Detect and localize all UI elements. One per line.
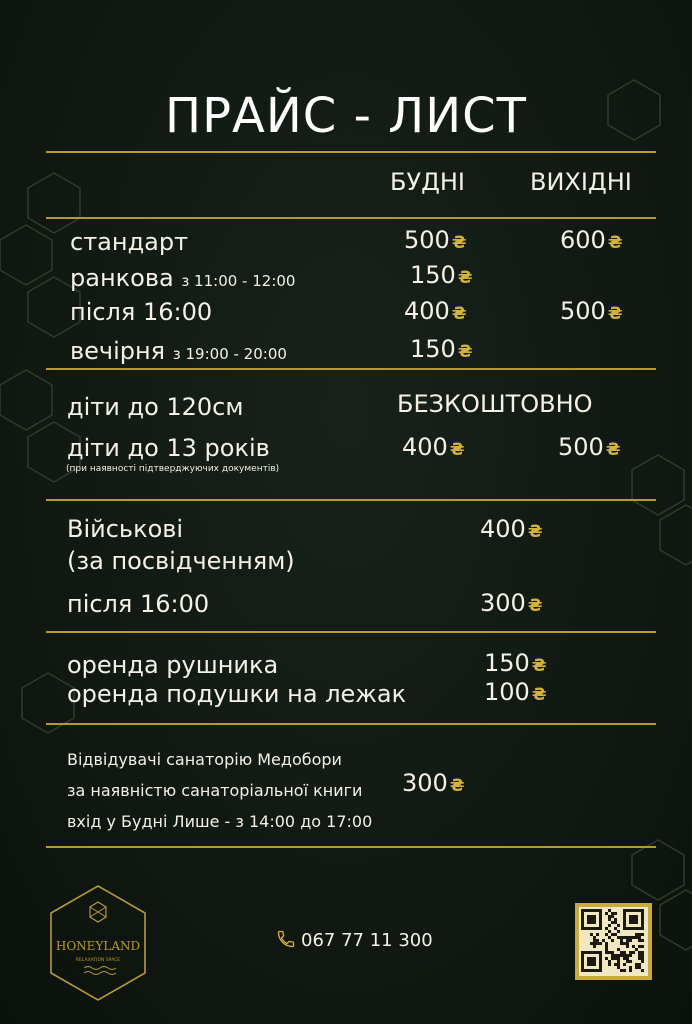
sanatorium-line2: за наявністю санаторіальної книги — [67, 781, 363, 800]
after16-label: після 16:00 — [70, 298, 213, 326]
military-label: Військові — [67, 515, 184, 543]
divider — [46, 723, 656, 725]
evening-time: з 19:00 - 20:00 — [172, 345, 287, 363]
military-note: (за посвідченням) — [67, 547, 295, 575]
qr-code-icon — [575, 903, 652, 980]
page-title: ПРАЙС - ЛИСТ — [165, 88, 527, 144]
standard-label: стандарт — [70, 228, 189, 256]
evening-weekday-price: 150 ₴ — [410, 335, 473, 363]
sanatorium-line1: Відвідувачі санаторію Медобори — [67, 750, 342, 769]
standard-weekend-price: 600 ₴ — [560, 226, 623, 254]
towel-price: 150 ₴ — [484, 649, 547, 677]
evening-row — [70, 337, 287, 365]
standard-weekday-price: 500 ₴ — [404, 226, 467, 254]
morning-row — [70, 264, 295, 292]
header-weekdays: БУДНІ — [390, 168, 465, 196]
kids13-weekend-price: 500 ₴ — [558, 433, 621, 461]
military-after16-label: після 16:00 — [67, 590, 210, 618]
header-weekend: ВИХІДНІ — [530, 168, 632, 196]
military-after16-price: 300 ₴ — [480, 589, 543, 617]
honeyland-logo — [48, 884, 148, 1002]
sanatorium-line3: вхід у Будні Лише - з 14:00 до 17:00 — [67, 812, 373, 831]
kids120-value: БЕЗКОШТОВНО — [397, 390, 593, 418]
divider — [46, 368, 656, 370]
logo-text: HONEYLAND — [55, 939, 141, 953]
pillow-label: оренда подушки на лежак — [67, 680, 407, 708]
phone-icon — [276, 929, 296, 949]
kids120-label: діти до 120см — [67, 393, 244, 421]
divider — [46, 499, 656, 501]
morning-label: ранкова — [70, 264, 174, 292]
kids13-note: (при наявності підтверджуючих документів) — [66, 464, 280, 474]
morning-time: з 11:00 - 12:00 — [181, 272, 296, 290]
phone-number: 067 77 11 300 — [301, 930, 433, 951]
divider — [46, 217, 656, 219]
phone-contact[interactable] — [276, 929, 433, 951]
morning-weekday-price: 150 ₴ — [410, 261, 473, 289]
towel-label: оренда рушника — [67, 651, 279, 679]
kids13-weekday-price: 400 ₴ — [402, 433, 465, 461]
pillow-price: 100 ₴ — [484, 678, 547, 706]
logo-subtext: RELAXATION SPACE — [75, 958, 121, 963]
divider — [46, 846, 656, 848]
divider — [46, 151, 656, 153]
evening-label: вечірня — [70, 337, 166, 365]
after16-weekend-price: 500 ₴ — [560, 297, 623, 325]
after16-weekday-price: 400 ₴ — [404, 297, 467, 325]
kids13-label: діти до 13 років — [67, 434, 270, 462]
military-price: 400 ₴ — [480, 515, 543, 543]
sanatorium-price: 300 ₴ — [402, 769, 465, 797]
divider — [46, 631, 656, 633]
